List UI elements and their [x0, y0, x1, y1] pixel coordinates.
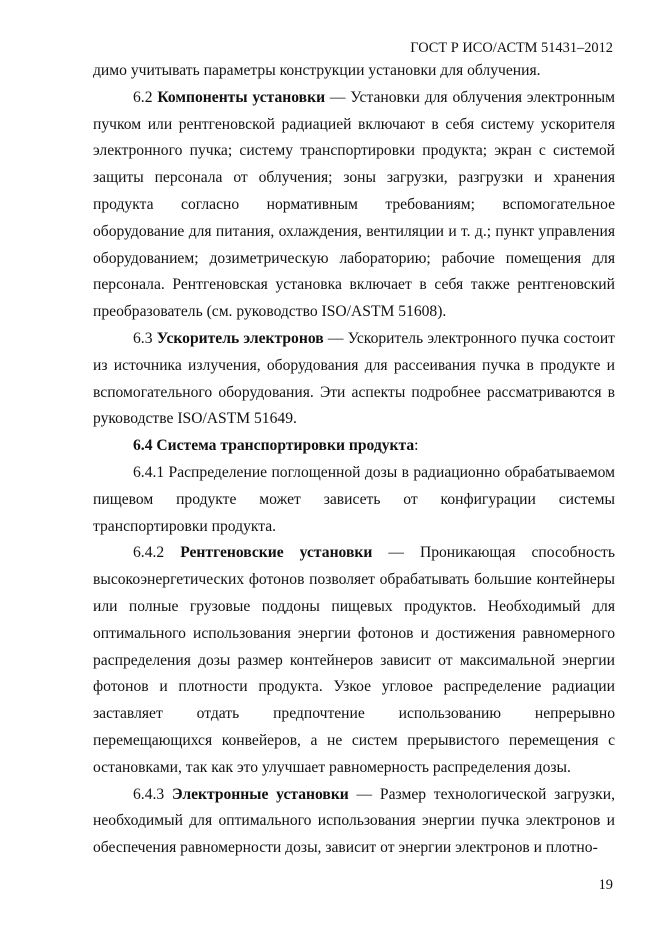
paragraph-6-2 [93, 85, 615, 326]
paragraph-text: — Размер технологической загрузки, необходимый для оптимального использования энергии пучка электронов и обеспечения равномерности дозы, зависит от энергии электронов и плотно- [93, 785, 615, 857]
section-number: 6.4.3 [133, 785, 172, 803]
paragraph-text: 6.4.1 Распределение поглощенной дозы в радиационно обрабатываемом пищевом продукте может зависеть от конфигурации системы транспортировки продукта. [93, 463, 615, 535]
paragraph-6-4-3 [93, 782, 615, 862]
paragraph-6-3 [93, 326, 615, 433]
paragraph-6-4-2 [93, 540, 615, 781]
paragraph-6-4-1 [93, 460, 615, 540]
section-number: 6.4.2 [133, 544, 181, 562]
section-title: Компоненты установки [157, 88, 326, 106]
paragraph-6-4 [93, 433, 615, 460]
section-number: 6.2 [133, 88, 158, 106]
paragraph-text: : [414, 437, 419, 455]
document-header: ГОСТ Р ИСО/АСТМ 51431–2012 [410, 40, 613, 56]
paragraph-text: — Проникающая способность высокоэнергетических фотонов позволяет обрабатывать большие контейнеры или полные грузовые поддоны пищевых продуктов. Необходимый для оптимального использования энергии фотонов и достижения равномерного распределения дозы размер контейнеров зависит от максимальной энергии фотонов и плотности продукта. Узкое угловое распределение радиации заставляет отдать предпочтение использованию непрерывно перемещающихся конвейеров, а не систем прерывистого перемещения с остановками, так как это улучшает равномерность распределения дозы. [93, 544, 615, 776]
paragraph-text: — Ускоритель электронного пучка состоит из источника излучения, оборудования для рассеивания пучка в продукте и вспомогательного оборудования. Эти аспекты подробнее рассматриваются в руководстве ISO/ASTM 51649. [93, 329, 615, 428]
page-number: 19 [598, 877, 613, 893]
section-title: Ускоритель электронов [156, 329, 324, 347]
section-title: Электронные установки [171, 785, 349, 803]
paragraph-text: — Установки для облучения электронным пучком или рентгеновской радиацией включают в себя систему ускорителя электронного пучка; систему транспортировки продукта; экран с системой защиты персонала от облучения; зоны загрузки, разгрузки и хранения продукта согласно нормативным требованиям; вспомогательное оборудование для питания, охлаждения, вентиляции и т. д.; пункт управления оборудованием; дозиметрическую лабораторию; рабочие помещения для персонала. Рентгеновская установка включает в себя также рентгеновский преобразователь (см. руководство ISO/ASTM 51608). [93, 88, 615, 321]
section-number: 6.3 [133, 329, 157, 347]
paragraph-text: димо учитывать параметры конструкции установки для облучения. [93, 62, 541, 79]
section-title: Рентгеновские установки [180, 544, 373, 562]
document-body [93, 58, 615, 862]
section-title: 6.4 Система транспортировки продукта [133, 437, 415, 455]
paragraph-continuation [93, 58, 615, 85]
